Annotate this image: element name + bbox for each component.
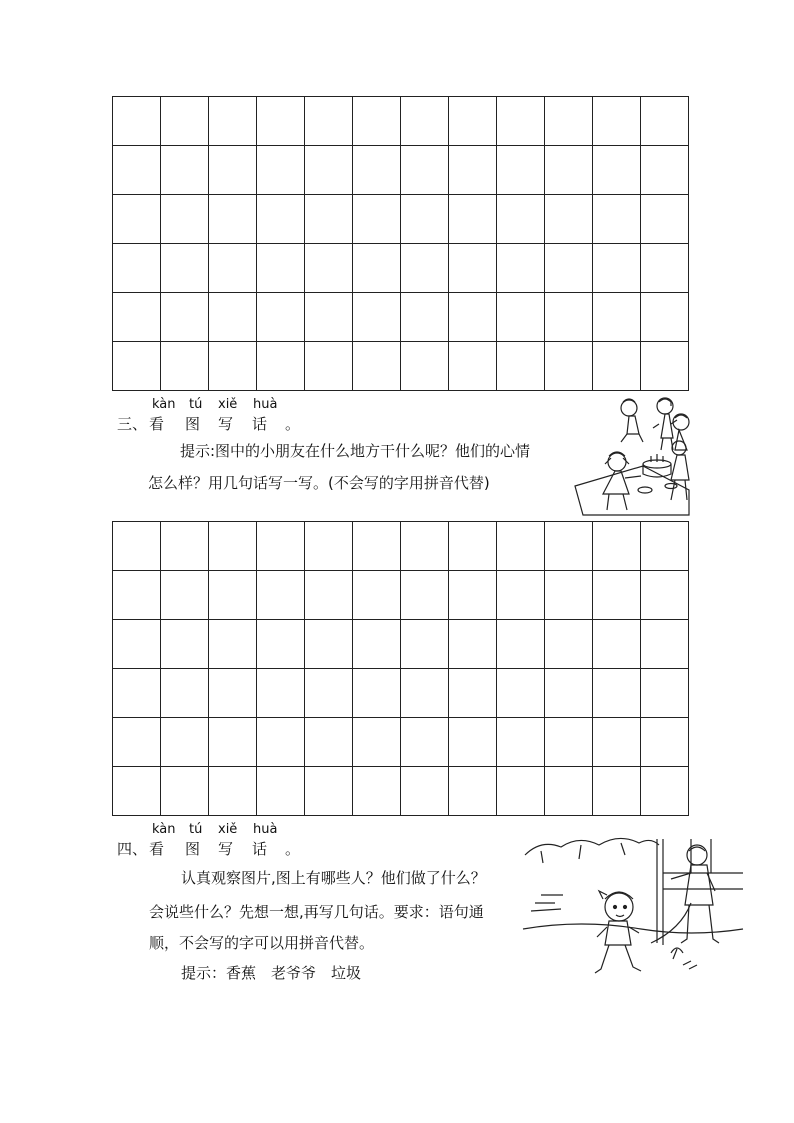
grid-cell[interactable] — [593, 146, 641, 195]
grid-cell[interactable] — [113, 342, 161, 391]
grid-row — [113, 669, 689, 718]
grid-row — [113, 342, 689, 391]
grid-cell[interactable] — [353, 620, 401, 669]
grid-cell[interactable] — [161, 767, 209, 816]
section4-hint: 提示：香蕉 老爷爷 垃圾 — [181, 964, 362, 982]
grid-cell[interactable] — [593, 342, 641, 391]
grid-row — [113, 195, 689, 244]
pinyin-hua: huà — [253, 397, 278, 412]
grid-cell[interactable] — [209, 718, 257, 767]
grid-cell[interactable] — [401, 342, 449, 391]
grid-cell[interactable] — [497, 620, 545, 669]
heading-char: 话 — [252, 840, 268, 858]
grid-cell[interactable] — [641, 195, 689, 244]
grid-cell[interactable] — [593, 244, 641, 293]
grid-cell[interactable] — [449, 620, 497, 669]
grid-cell[interactable] — [401, 669, 449, 718]
grid-cell[interactable] — [209, 669, 257, 718]
grid-cell[interactable] — [305, 522, 353, 571]
grid-cell[interactable] — [305, 571, 353, 620]
grid-cell[interactable] — [593, 97, 641, 146]
pinyin-kan: kàn — [152, 397, 176, 412]
park-litter-illustration — [521, 833, 747, 983]
heading-char: 看 — [149, 840, 165, 858]
grid-cell[interactable] — [305, 195, 353, 244]
grid-cell[interactable] — [401, 718, 449, 767]
heading-char: 话 — [252, 415, 268, 433]
grid-cell[interactable] — [497, 244, 545, 293]
pinyin-xie: xiě — [218, 822, 238, 837]
grid-cell[interactable] — [161, 342, 209, 391]
grid-cell[interactable] — [305, 146, 353, 195]
grid-row — [113, 767, 689, 816]
grid-cell[interactable] — [641, 146, 689, 195]
grid-cell[interactable] — [641, 244, 689, 293]
grid-cell[interactable] — [353, 244, 401, 293]
grid-cell[interactable] — [257, 244, 305, 293]
grid-cell[interactable] — [353, 293, 401, 342]
grid-cell[interactable] — [209, 620, 257, 669]
grid-cell[interactable] — [257, 293, 305, 342]
grid-cell[interactable] — [305, 669, 353, 718]
grid-cell[interactable] — [593, 571, 641, 620]
grid-cell[interactable] — [209, 97, 257, 146]
grid-cell[interactable] — [641, 97, 689, 146]
heading-char: 写 — [218, 415, 234, 433]
grid-cell[interactable] — [641, 718, 689, 767]
grid-cell[interactable] — [497, 293, 545, 342]
grid-cell[interactable] — [209, 571, 257, 620]
grid-cell[interactable] — [497, 97, 545, 146]
grid-cell[interactable] — [257, 146, 305, 195]
birthday-picnic-illustration — [573, 394, 691, 516]
grid-cell[interactable] — [305, 620, 353, 669]
grid-cell[interactable] — [353, 718, 401, 767]
grid-cell[interactable] — [449, 767, 497, 816]
heading-char: 。 — [285, 840, 301, 858]
grid-cell[interactable] — [113, 97, 161, 146]
grid-cell[interactable] — [257, 718, 305, 767]
grid-cell[interactable] — [257, 342, 305, 391]
grid-cell[interactable] — [641, 620, 689, 669]
heading-char: 看 — [149, 415, 165, 433]
grid-cell[interactable] — [209, 522, 257, 571]
grid-cell[interactable] — [449, 244, 497, 293]
grid-cell[interactable] — [497, 342, 545, 391]
grid-cell[interactable] — [401, 571, 449, 620]
grid-row — [113, 718, 689, 767]
pinyin-kan: kàn — [152, 822, 176, 837]
grid-cell[interactable] — [257, 767, 305, 816]
grid-cell[interactable] — [401, 244, 449, 293]
grid-cell[interactable] — [449, 718, 497, 767]
grid-cell[interactable] — [593, 669, 641, 718]
grid-cell[interactable] — [545, 669, 593, 718]
grid-row — [113, 146, 689, 195]
grid-cell[interactable] — [353, 146, 401, 195]
grid-cell[interactable] — [161, 669, 209, 718]
grid-cell[interactable] — [497, 718, 545, 767]
grid-cell[interactable] — [161, 718, 209, 767]
pinyin-xie: xiě — [218, 397, 238, 412]
grid-row — [113, 620, 689, 669]
grid-row — [113, 571, 689, 620]
grid-cell[interactable] — [305, 293, 353, 342]
grid-cell[interactable] — [497, 571, 545, 620]
grid-cell[interactable] — [545, 146, 593, 195]
grid-cell[interactable] — [593, 293, 641, 342]
grid-cell[interactable] — [401, 293, 449, 342]
grid-cell[interactable] — [305, 767, 353, 816]
grid-cell[interactable] — [353, 97, 401, 146]
grid-cell[interactable] — [113, 522, 161, 571]
grid-cell[interactable] — [593, 620, 641, 669]
grid-cell[interactable] — [545, 620, 593, 669]
grid-cell[interactable] — [209, 195, 257, 244]
grid-cell[interactable] — [113, 244, 161, 293]
grid-cell[interactable] — [209, 146, 257, 195]
grid-cell[interactable] — [545, 293, 593, 342]
grid-cell[interactable] — [449, 571, 497, 620]
grid-cell[interactable] — [545, 244, 593, 293]
grid-cell[interactable] — [209, 293, 257, 342]
grid-cell[interactable] — [593, 522, 641, 571]
grid-cell[interactable] — [449, 522, 497, 571]
section4-line3: 顺，不会写的字可以用拼音代替。 — [149, 934, 375, 952]
grid-cell[interactable] — [113, 146, 161, 195]
grid-cell[interactable] — [497, 146, 545, 195]
grid-cell[interactable] — [113, 767, 161, 816]
grid-cell[interactable] — [161, 146, 209, 195]
grid-cell[interactable] — [257, 620, 305, 669]
grid-cell[interactable] — [257, 669, 305, 718]
grid-cell[interactable] — [161, 522, 209, 571]
grid-cell[interactable] — [545, 97, 593, 146]
grid-cell[interactable] — [113, 669, 161, 718]
grid-cell[interactable] — [113, 571, 161, 620]
pinyin-hua: huà — [253, 822, 278, 837]
grid-row — [113, 97, 689, 146]
grid-cell[interactable] — [497, 195, 545, 244]
grid-cell[interactable] — [449, 97, 497, 146]
grid-cell[interactable] — [209, 244, 257, 293]
grid-cell[interactable] — [161, 244, 209, 293]
grid-cell[interactable] — [401, 767, 449, 816]
grid-cell[interactable] — [545, 342, 593, 391]
grid-cell[interactable] — [401, 97, 449, 146]
section-number: 三、 — [117, 415, 148, 433]
grid-cell[interactable] — [545, 522, 593, 571]
grid-cell[interactable] — [113, 293, 161, 342]
grid-cell[interactable] — [401, 620, 449, 669]
grid-cell[interactable] — [161, 97, 209, 146]
heading-char: 。 — [285, 415, 301, 433]
grid-cell[interactable] — [401, 522, 449, 571]
grid-row — [113, 293, 689, 342]
grid-cell[interactable] — [641, 767, 689, 816]
grid-row — [113, 522, 689, 571]
heading-char: 图 — [185, 840, 201, 858]
grid-cell[interactable] — [641, 669, 689, 718]
section-number: 四、 — [117, 840, 148, 858]
grid-row — [113, 244, 689, 293]
grid-cell[interactable] — [641, 522, 689, 571]
grid-cell[interactable] — [257, 522, 305, 571]
grid-cell[interactable] — [305, 342, 353, 391]
pinyin-tu: tú — [189, 397, 203, 412]
grid-cell[interactable] — [401, 195, 449, 244]
grid-cell[interactable] — [113, 620, 161, 669]
grid-cell[interactable] — [257, 195, 305, 244]
grid-cell[interactable] — [305, 244, 353, 293]
section3-hint-line2: 怎么样？用几句话写一写。(不会写的字用拼音代替) — [148, 474, 490, 492]
heading-char: 写 — [218, 840, 234, 858]
grid-cell[interactable] — [353, 571, 401, 620]
grid-cell[interactable] — [449, 293, 497, 342]
grid-cell[interactable] — [161, 195, 209, 244]
grid-cell[interactable] — [449, 146, 497, 195]
grid-cell[interactable] — [497, 767, 545, 816]
grid-cell[interactable] — [257, 97, 305, 146]
grid-cell[interactable] — [641, 293, 689, 342]
writing-grid-1[interactable] — [112, 96, 689, 391]
grid-cell[interactable] — [305, 97, 353, 146]
section4-line1: 认真观察图片,图上有哪些人？他们做了什么？ — [181, 869, 486, 887]
grid-cell[interactable] — [161, 571, 209, 620]
grid-cell[interactable] — [449, 195, 497, 244]
pinyin-tu: tú — [189, 822, 203, 837]
grid-cell[interactable] — [593, 718, 641, 767]
grid-cell[interactable] — [449, 342, 497, 391]
grid-cell[interactable] — [161, 293, 209, 342]
grid-cell[interactable] — [353, 195, 401, 244]
section3-hint-line1: 提示:图中的小朋友在什么地方干什么呢？他们的心情 — [180, 442, 531, 460]
grid-cell[interactable] — [113, 195, 161, 244]
heading-char: 图 — [185, 415, 201, 433]
grid-cell[interactable] — [497, 669, 545, 718]
grid-cell[interactable] — [449, 669, 497, 718]
grid-cell[interactable] — [593, 767, 641, 816]
grid-cell[interactable] — [545, 571, 593, 620]
grid-cell[interactable] — [545, 767, 593, 816]
grid-cell[interactable] — [401, 146, 449, 195]
grid-cell[interactable] — [545, 718, 593, 767]
grid-cell[interactable] — [209, 342, 257, 391]
grid-cell[interactable] — [641, 342, 689, 391]
grid-cell[interactable] — [545, 195, 593, 244]
writing-grid-2[interactable] — [112, 521, 689, 816]
grid-cell[interactable] — [113, 718, 161, 767]
grid-cell[interactable] — [353, 342, 401, 391]
grid-cell[interactable] — [641, 571, 689, 620]
grid-cell[interactable] — [353, 522, 401, 571]
grid-cell[interactable] — [497, 522, 545, 571]
section4-line2: 会说些什么？先想一想,再写几句话。要求：语句通 — [149, 903, 484, 921]
grid-cell[interactable] — [593, 195, 641, 244]
grid-cell[interactable] — [209, 767, 257, 816]
grid-cell[interactable] — [161, 620, 209, 669]
grid-cell[interactable] — [353, 767, 401, 816]
grid-cell[interactable] — [257, 571, 305, 620]
grid-cell[interactable] — [305, 718, 353, 767]
grid-cell[interactable] — [353, 669, 401, 718]
